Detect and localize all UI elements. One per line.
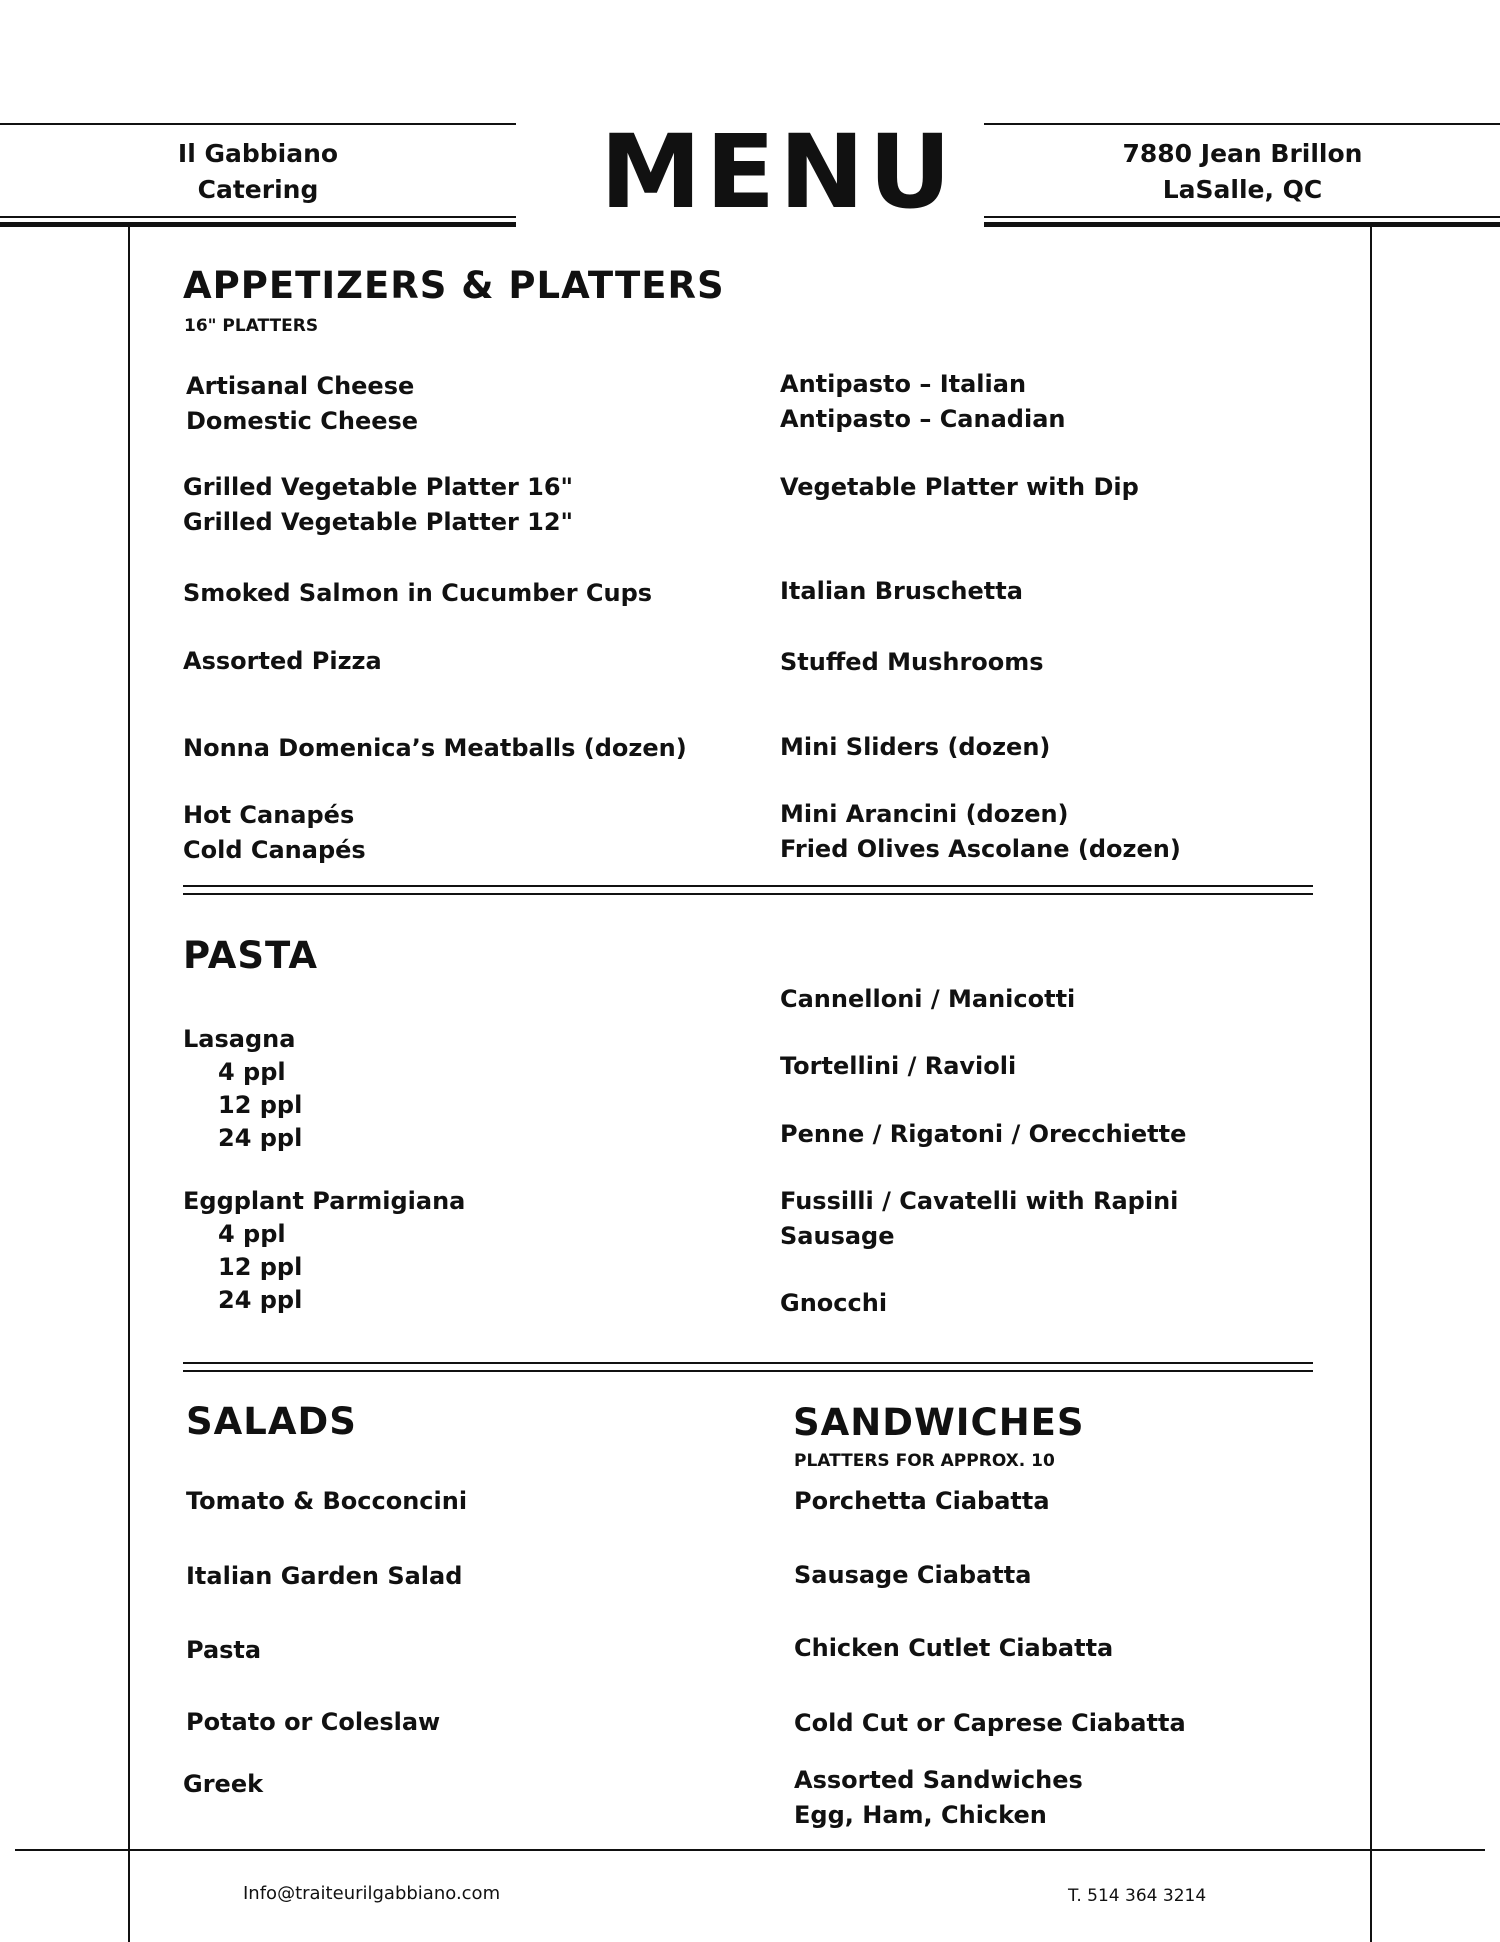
menu-item: Fussilli / Cavatelli with Rapini — [780, 1187, 1179, 1215]
salads-heading: SALADS — [186, 1400, 357, 1443]
menu-item-size: 12 ppl — [218, 1253, 303, 1281]
header-bottom-rule-left-thin — [0, 216, 516, 218]
section-divider — [183, 893, 1313, 895]
menu-item: Nonna Domenica’s Meatballs (dozen) — [183, 734, 687, 762]
menu-item: Eggplant Parmigiana — [183, 1187, 466, 1215]
menu-item: Hot Canapés — [183, 801, 355, 829]
menu-item: Assorted Pizza — [183, 647, 382, 675]
sandwiches-subtitle: PLATTERS FOR APPROX. 10 — [794, 1451, 1055, 1471]
business-name-line2: Catering — [197, 175, 319, 204]
menu-item: Sausage Ciabatta — [794, 1561, 1032, 1589]
menu-item: Egg, Ham, Chicken — [794, 1801, 1047, 1829]
appetizers-heading: APPETIZERS & PLATTERS — [183, 264, 725, 307]
menu-item: Gnocchi — [780, 1289, 888, 1317]
menu-item: Assorted Sandwiches — [794, 1766, 1083, 1794]
menu-item: Pasta — [186, 1636, 262, 1664]
menu-item: Tomato & Bocconcini — [186, 1487, 468, 1515]
menu-item: Antipasto – Italian — [780, 370, 1027, 398]
menu-item: Italian Bruschetta — [780, 577, 1023, 605]
section-divider — [183, 1362, 1313, 1364]
address-line2: LaSalle, QC — [1162, 175, 1323, 204]
business-name-line1: Il Gabbiano — [177, 139, 339, 168]
menu-item: Mini Arancini (dozen) — [780, 800, 1069, 828]
menu-item: Potato or Coleslaw — [186, 1708, 441, 1736]
menu-item: Grilled Vegetable Platter 12" — [183, 508, 574, 536]
pasta-heading: PASTA — [183, 934, 319, 977]
business-address — [1110, 136, 1375, 208]
header-bottom-rule-left-thick — [0, 222, 516, 227]
menu-item: Vegetable Platter with Dip — [780, 473, 1139, 501]
footer-phone: T. 514 364 3214 — [1068, 1886, 1207, 1906]
header-bottom-rule-right-thin — [984, 216, 1500, 218]
menu-item: Tortellini / Ravioli — [780, 1052, 1017, 1080]
menu-item: Cannelloni / Manicotti — [780, 985, 1076, 1013]
menu-item-size: 12 ppl — [218, 1091, 303, 1119]
menu-item: Greek — [183, 1770, 264, 1798]
menu-item-size: 4 ppl — [218, 1058, 286, 1086]
menu-item: Italian Garden Salad — [186, 1562, 463, 1590]
footer-email[interactable]: Info@traiteurilgabbiano.com — [243, 1883, 501, 1904]
header-top-rule-right — [984, 123, 1500, 125]
menu-item: Artisanal Cheese — [186, 372, 415, 400]
menu-item: Stuffed Mushrooms — [780, 648, 1044, 676]
business-name — [138, 136, 378, 208]
address-line1: 7880 Jean Brillon — [1122, 139, 1363, 168]
menu-item: Porchetta Ciabatta — [794, 1487, 1050, 1515]
menu-item-size: 24 ppl — [218, 1124, 303, 1152]
menu-item: Lasagna — [183, 1025, 296, 1053]
menu-item: Smoked Salmon in Cucumber Cups — [183, 579, 653, 607]
footer-rule — [15, 1849, 1485, 1851]
menu-item: Grilled Vegetable Platter 16" — [183, 473, 574, 501]
menu-item: Domestic Cheese — [186, 407, 419, 435]
menu-item: Chicken Cutlet Ciabatta — [794, 1634, 1114, 1662]
header-top-rule-left — [0, 123, 516, 125]
menu-item: Sausage — [780, 1222, 895, 1250]
menu-item: Mini Sliders (dozen) — [780, 733, 1051, 761]
menu-item: Penne / Rigatoni / Orecchiette — [780, 1120, 1187, 1148]
menu-item: Cold Canapés — [183, 836, 366, 864]
header-bottom-rule-right-thick — [984, 222, 1500, 227]
section-divider — [183, 1370, 1313, 1372]
sandwiches-heading: SANDWICHES — [793, 1401, 1085, 1444]
menu-item: Antipasto – Canadian — [780, 405, 1066, 433]
section-divider — [183, 885, 1313, 887]
menu-item: Fried Olives Ascolane (dozen) — [780, 835, 1181, 863]
frame-left-line — [128, 227, 130, 1942]
page-title: MENU — [600, 113, 956, 232]
menu-item-size: 4 ppl — [218, 1220, 286, 1248]
frame-right-line — [1370, 227, 1372, 1942]
menu-item-size: 24 ppl — [218, 1286, 303, 1314]
menu-item: Cold Cut or Caprese Ciabatta — [794, 1709, 1186, 1737]
appetizers-subtitle: 16" PLATTERS — [184, 316, 319, 336]
